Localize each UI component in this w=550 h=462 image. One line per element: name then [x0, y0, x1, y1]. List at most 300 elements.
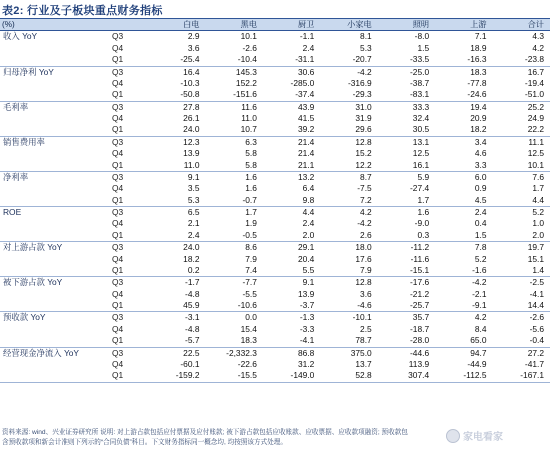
quarter-label: Q4 [112, 218, 124, 229]
value-cell: -33.5 [378, 54, 435, 66]
value-cell: -44.9 [467, 358, 487, 369]
value-cell: -4.1 [263, 335, 320, 347]
metric-label-spacer [0, 160, 110, 172]
quarter-label: Q3 [112, 312, 124, 323]
value-cell: 52.8 [320, 370, 377, 382]
metric-label-spacer [0, 43, 110, 54]
value-cell: 2.4 [302, 42, 315, 53]
value-cell: 1.7 [532, 183, 544, 194]
quarter-label: Q4 [112, 358, 124, 369]
table-row [0, 370, 550, 382]
value-cell: 22.2 [493, 124, 550, 136]
value-cell: 7.8 [474, 242, 487, 253]
table-row [0, 101, 550, 113]
quarter-label: Q3 [112, 136, 124, 147]
value-cell: -11.6 [410, 253, 430, 264]
value-cell: -24.6 [435, 89, 492, 101]
value-cell: 24.0 [183, 242, 200, 253]
value-cell: -4.2 [357, 66, 372, 77]
value-cell: 2.9 [187, 31, 200, 42]
value-cell: 2.0 [263, 230, 320, 242]
value-cell: 9.1 [302, 277, 315, 288]
value-cell: -77.8 [467, 77, 487, 88]
value-cell: 32.4 [412, 113, 430, 123]
value-cell: 5.3 [148, 195, 205, 207]
value-cell: -2.6 [529, 312, 544, 323]
quarter-label: Q1 [110, 300, 148, 312]
value-cell: 31.2 [297, 358, 315, 369]
quarter-label: Q1 [110, 195, 148, 207]
quarter-label: Q4 [112, 148, 124, 159]
value-cell: 7.4 [205, 265, 262, 277]
value-cell: 2.1 [187, 218, 200, 229]
value-cell: 21.4 [297, 148, 315, 159]
quarter-label: Q1 [110, 89, 148, 101]
value-cell: -149.0 [263, 370, 320, 382]
value-cell: 12.8 [355, 277, 372, 288]
metric-label-spacer [0, 359, 110, 370]
value-cell: -1.1 [299, 31, 315, 42]
table-body [0, 31, 550, 382]
metric-label-spacer [0, 335, 110, 347]
value-cell: 24.0 [148, 124, 205, 136]
value-cell: -51.0 [493, 89, 550, 101]
value-cell: 12.5 [527, 148, 544, 159]
value-cell: -20.7 [320, 54, 377, 66]
value-cell: 4.4 [302, 207, 315, 217]
value-cell: 25.2 [527, 101, 544, 112]
value-cell: 15.2 [355, 148, 372, 159]
quarter-label: Q3 [112, 347, 124, 358]
value-cell: 19.4 [470, 101, 487, 112]
value-cell: 13.9 [183, 148, 200, 159]
value-cell: 10.1 [493, 160, 550, 172]
metric-label-spacer [0, 300, 110, 312]
value-cell: -112.5 [435, 370, 492, 382]
value-cell: 5.3 [360, 42, 372, 53]
quarter-label: Q4 [112, 288, 124, 299]
value-cell: 24.9 [527, 113, 544, 123]
table-row [0, 347, 550, 359]
quarter-label: Q3 [112, 31, 124, 42]
table-row [0, 277, 550, 289]
value-cell: -19.4 [524, 77, 544, 88]
value-cell: 13.1 [412, 136, 430, 147]
header-col-white-goods: 白电 [148, 19, 205, 31]
watermark-text: 家电看家 [463, 432, 503, 443]
value-cell: 113.9 [408, 358, 430, 369]
metric-label-spacer [0, 195, 110, 207]
metric-label-spacer [0, 370, 110, 382]
table-row [0, 230, 550, 242]
value-cell: 2.4 [474, 207, 487, 217]
value-cell: 3.6 [187, 42, 200, 53]
value-cell: 0.2 [148, 265, 205, 277]
table-row [0, 171, 550, 183]
value-cell: -16.3 [435, 54, 492, 66]
metric-label: ROE [3, 207, 22, 217]
value-cell: 0.3 [378, 230, 435, 242]
value-cell: 31.9 [355, 113, 372, 123]
table-row [0, 31, 550, 43]
metric-label-spacer [0, 148, 110, 159]
quarter-label: Q4 [112, 77, 124, 88]
quarter-label: Q3 [112, 277, 124, 288]
value-cell: -29.3 [320, 89, 377, 101]
quarter-label: Q3 [112, 101, 124, 112]
value-cell: 5.2 [474, 253, 487, 264]
table-row [0, 113, 550, 124]
quarter-label: Q3 [112, 171, 124, 182]
wechat-logo-icon [446, 429, 460, 443]
value-cell: 2.4 [302, 218, 315, 229]
quarter-label: Q1 [110, 230, 148, 242]
value-cell: 18.3 [470, 66, 487, 77]
value-cell: 86.8 [297, 347, 315, 358]
metric-label-spacer [0, 113, 110, 124]
metric-label-spacer [0, 218, 110, 229]
value-cell: 13.2 [297, 171, 315, 182]
value-cell: 20.9 [470, 113, 487, 123]
footnote-line-2: 含预收款项和新会计准则下列示的“合同负债”科目。下文财务指标同一概念均, 均按照该方式处理。 [2, 439, 287, 446]
value-cell: 6.4 [302, 183, 315, 194]
value-cell: 1.6 [245, 183, 257, 194]
value-cell: 7.1 [474, 31, 487, 42]
value-cell: -285.0 [290, 77, 315, 88]
value-cell: -167.1 [493, 370, 550, 382]
value-cell: 16.7 [527, 66, 544, 77]
quarter-label: Q4 [112, 253, 124, 264]
header-unit: (%) [0, 19, 148, 31]
value-cell: 2.0 [493, 230, 550, 242]
value-cell: 1.5 [417, 42, 430, 53]
value-cell: 13.9 [297, 288, 315, 299]
table-row [0, 136, 550, 148]
value-cell: -5.7 [148, 335, 205, 347]
value-cell: 11.6 [241, 101, 257, 112]
value-cell: -2.5 [529, 277, 544, 288]
value-cell: -5.5 [242, 288, 257, 299]
value-cell: -41.7 [524, 358, 544, 369]
value-cell: 2.4 [148, 230, 205, 242]
value-cell: 11.0 [241, 113, 257, 123]
value-cell: 8.1 [360, 31, 372, 42]
metric-label-spacer [0, 183, 110, 194]
value-cell: 22.5 [183, 347, 200, 358]
value-cell: 30.6 [297, 66, 315, 77]
value-cell: 3.5 [187, 183, 200, 194]
value-cell: 12.8 [355, 136, 372, 147]
value-cell: -83.1 [378, 89, 435, 101]
quarter-label: Q4 [112, 323, 124, 334]
metric-label: 对上游占款 YoY [3, 242, 63, 253]
value-cell: -22.6 [237, 358, 257, 369]
value-cell: 33.3 [412, 101, 430, 112]
table-row [0, 148, 550, 159]
header-col-lighting: 照明 [378, 19, 435, 31]
table-row [0, 359, 550, 370]
value-cell: 18.9 [470, 42, 487, 53]
value-cell: 1.6 [417, 207, 430, 217]
value-cell: 4.3 [532, 31, 544, 42]
header-col-upstream: 上游 [435, 19, 492, 31]
value-cell: -31.1 [263, 54, 320, 66]
value-cell: 8.7 [360, 171, 372, 182]
header-col-black-goods: 黑电 [205, 19, 262, 31]
value-cell: 1.7 [378, 195, 435, 207]
value-cell: -37.4 [263, 89, 320, 101]
metric-label: 预收款 YoY [3, 312, 46, 323]
value-cell: 145.3 [235, 66, 257, 77]
metric-label: 销售费用率 [3, 136, 45, 147]
value-cell: 8.4 [474, 323, 487, 334]
value-cell: 10.7 [205, 124, 262, 136]
watermark [446, 427, 503, 444]
value-cell: -0.7 [205, 195, 262, 207]
value-cell: -7.5 [357, 183, 372, 194]
value-cell: 5.2 [532, 207, 544, 217]
table-row [0, 66, 550, 78]
value-cell: 20.4 [297, 253, 315, 264]
financial-indicators-table [0, 18, 550, 383]
value-cell: 43.9 [297, 101, 315, 112]
metric-label: 被下游占款 YoY [3, 277, 63, 288]
table-row [0, 289, 550, 300]
value-cell: -9.1 [435, 300, 492, 312]
value-cell: 26.1 [183, 113, 200, 123]
quarter-label: Q1 [110, 265, 148, 277]
value-cell: -10.4 [205, 54, 262, 66]
quarter-label: Q4 [112, 42, 124, 53]
value-cell: 13.7 [355, 358, 372, 369]
value-cell: -18.7 [410, 323, 430, 334]
metric-label-spacer [0, 230, 110, 242]
value-cell: 7.9 [245, 253, 257, 264]
value-cell: 5.9 [417, 171, 430, 182]
value-cell: 1.9 [245, 218, 257, 229]
value-cell: 1.7 [245, 207, 257, 217]
value-cell: -25.4 [148, 54, 205, 66]
value-cell: -11.2 [410, 242, 430, 253]
metric-label: 收入 YoY [3, 31, 38, 42]
value-cell: -3.7 [263, 300, 320, 312]
metric-label: 归母净利 YoY [3, 66, 54, 77]
value-cell: 9.8 [263, 195, 320, 207]
value-cell: 6.0 [474, 171, 487, 182]
value-cell: -3.3 [299, 323, 315, 334]
table-row [0, 43, 550, 54]
value-cell: 45.9 [148, 300, 205, 312]
value-cell: -151.6 [205, 89, 262, 101]
value-cell: -10.3 [180, 77, 200, 88]
table-row [0, 78, 550, 89]
value-cell: 1.6 [245, 171, 257, 182]
header-col-small-appliances: 小家电 [320, 19, 377, 31]
value-cell: 21.4 [297, 136, 315, 147]
value-cell: 0.9 [474, 183, 487, 194]
metric-label: 经营现金净流入 YoY [3, 347, 80, 358]
metric-label-spacer [0, 289, 110, 300]
value-cell: -2.6 [242, 42, 257, 53]
value-cell: 15.1 [527, 253, 544, 264]
value-cell: 29.1 [297, 242, 315, 253]
value-cell: 4.2 [532, 42, 544, 53]
table-row [0, 335, 550, 347]
value-cell: -25.7 [378, 300, 435, 312]
value-cell: 4.5 [435, 195, 492, 207]
quarter-label: Q4 [112, 183, 124, 194]
value-cell: 18.0 [355, 242, 372, 253]
value-cell: -7.7 [242, 277, 257, 288]
quarter-label: Q1 [110, 370, 148, 382]
value-cell: 307.4 [378, 370, 435, 382]
value-cell: 94.7 [470, 347, 487, 358]
quarter-label: Q1 [110, 124, 148, 136]
value-cell: 11.1 [528, 136, 544, 147]
table-row [0, 312, 550, 324]
table-header-row [0, 19, 550, 31]
table-row [0, 218, 550, 229]
value-cell: 7.2 [320, 195, 377, 207]
value-cell: 35.7 [412, 312, 430, 323]
value-cell: -1.3 [299, 312, 315, 323]
metric-label-spacer [0, 324, 110, 335]
value-cell: 9.1 [187, 171, 200, 182]
value-cell: 12.3 [183, 136, 200, 147]
value-cell: -5.6 [529, 323, 544, 334]
value-cell: -21.2 [410, 288, 430, 299]
metric-label-spacer [0, 78, 110, 89]
value-cell: -159.2 [148, 370, 205, 382]
value-cell: -4.2 [357, 218, 372, 229]
value-cell: -27.4 [410, 183, 430, 194]
value-cell: 152.2 [235, 77, 257, 88]
value-cell: -0.5 [205, 230, 262, 242]
metric-label-spacer [0, 89, 110, 101]
value-cell: 14.4 [493, 300, 550, 312]
value-cell: 12.2 [320, 160, 377, 172]
value-cell: -38.7 [410, 77, 430, 88]
metric-label-spacer [0, 54, 110, 66]
value-cell: -10.6 [205, 300, 262, 312]
metric-label-spacer [0, 265, 110, 277]
value-cell: -60.1 [180, 358, 200, 369]
value-cell: -9.0 [414, 218, 430, 229]
value-cell: 0.0 [245, 312, 257, 323]
value-cell: -0.4 [493, 335, 550, 347]
value-cell: 5.5 [263, 265, 320, 277]
value-cell: -17.6 [410, 277, 430, 288]
value-cell: 19.7 [527, 242, 544, 253]
value-cell: 5.8 [205, 160, 262, 172]
value-cell: 7.6 [532, 171, 544, 182]
quarter-label: Q3 [112, 242, 124, 253]
value-cell: 2.5 [360, 323, 372, 334]
table-row [0, 300, 550, 312]
value-cell: 18.2 [435, 124, 492, 136]
value-cell: -8.0 [414, 31, 430, 42]
value-cell: 4.4 [493, 195, 550, 207]
value-cell: 29.6 [320, 124, 377, 136]
value-cell: 30.5 [378, 124, 435, 136]
quarter-label: Q1 [110, 335, 148, 347]
value-cell: -28.0 [378, 335, 435, 347]
value-cell: 39.2 [263, 124, 320, 136]
table-row [0, 254, 550, 265]
value-cell: -4.8 [185, 288, 200, 299]
quarter-label: Q1 [110, 54, 148, 66]
value-cell: 4.2 [474, 312, 487, 323]
value-cell: 17.6 [355, 253, 372, 264]
value-cell: 31.0 [355, 101, 372, 112]
value-cell: 18.3 [205, 335, 262, 347]
footnote-line-1: 资料来源: wind、兴业证券研究所 说明: 对上游占款包括应付票据及应付账款; 被下游占款包括应收账款、应收票据、应收款项融资; 预收款包 [2, 429, 408, 436]
table-row [0, 160, 550, 172]
value-cell: 4.6 [474, 148, 487, 159]
value-cell: 375.0 [350, 347, 372, 358]
value-cell: 21.1 [263, 160, 320, 172]
table-row [0, 183, 550, 194]
value-cell: 7.9 [320, 265, 377, 277]
value-cell: 3.3 [435, 160, 492, 172]
table-row [0, 242, 550, 254]
value-cell: -4.2 [472, 277, 487, 288]
value-cell: 27.2 [527, 347, 544, 358]
value-cell: 3.4 [474, 136, 487, 147]
value-cell: 65.0 [435, 335, 492, 347]
value-cell: -50.8 [148, 89, 205, 101]
value-cell: 18.2 [183, 253, 200, 264]
value-cell: 4.2 [360, 207, 372, 217]
table-row [0, 124, 550, 136]
value-cell: 16.4 [183, 66, 200, 77]
value-cell: 12.5 [412, 148, 430, 159]
table-row [0, 195, 550, 207]
value-cell: 6.5 [187, 207, 200, 217]
value-cell: -4.1 [529, 288, 544, 299]
header-col-kitchen-bath: 厨卫 [263, 19, 320, 31]
table-row [0, 324, 550, 335]
table-row [0, 54, 550, 66]
value-cell: 5.8 [245, 148, 257, 159]
value-cell: 3.6 [360, 288, 372, 299]
table-title: 表2: 行业及子板块重点财务指标 [2, 5, 163, 17]
metric-label: 净利率 [3, 171, 29, 182]
value-cell: -4.8 [185, 323, 200, 334]
value-cell: 78.7 [320, 335, 377, 347]
value-cell: -1.7 [185, 277, 200, 288]
quarter-label: Q3 [112, 207, 124, 217]
value-cell: -10.1 [352, 312, 372, 323]
value-cell: -15.5 [205, 370, 262, 382]
value-cell: -3.1 [185, 312, 200, 323]
value-cell: 1.5 [435, 230, 492, 242]
value-cell: 27.8 [183, 101, 200, 112]
quarter-label: Q3 [112, 66, 124, 77]
table-row [0, 89, 550, 101]
value-cell: -23.8 [493, 54, 550, 66]
value-cell: -15.1 [378, 265, 435, 277]
value-cell: 6.3 [245, 136, 257, 147]
header-col-total: 合计 [493, 19, 550, 31]
value-cell: -25.0 [410, 66, 430, 77]
value-cell: 1.0 [532, 218, 544, 229]
value-cell: 8.6 [245, 242, 257, 253]
quarter-label: Q4 [112, 113, 124, 123]
value-cell: 0.4 [474, 218, 487, 229]
table-row [0, 265, 550, 277]
value-cell: 15.4 [240, 323, 257, 334]
